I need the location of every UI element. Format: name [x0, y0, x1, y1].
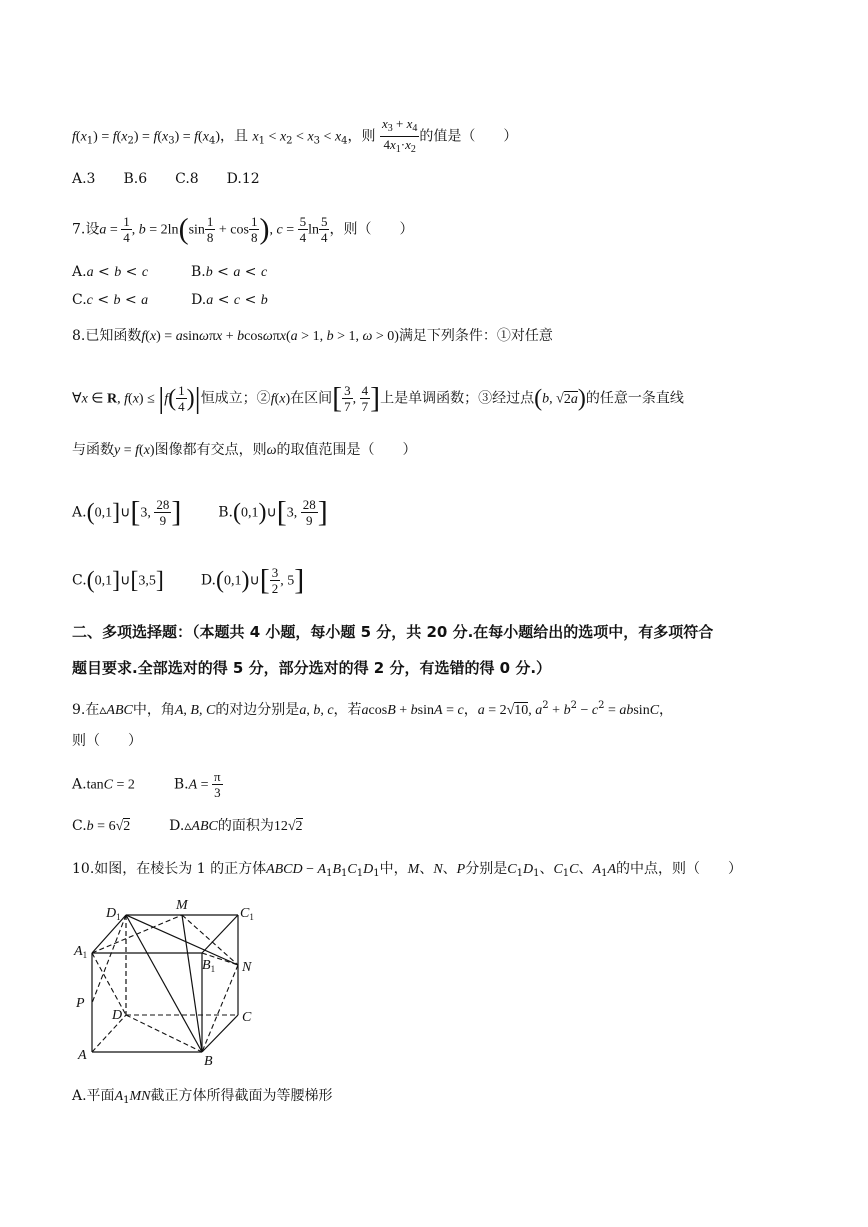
q9-then: 则（ ）	[72, 733, 142, 749]
q9-options-cd: C.b = 6√2 D.▵ABC的面积为12√2	[72, 818, 303, 834]
q7-prefix: 7.设	[72, 221, 100, 238]
q8-stem-2: ∀x ∈ R, f(x) ≤ |f( $\frac{1}{4}$ )|恒成立；②f(x)在区间[ $\frac{3}{7}$ , $\frac{4}{7}$ ]上是单调函数；③经过点(b, √2a)的任意一条直线	[72, 381, 684, 415]
q9-options-ab: A.tanC = 2 B.A = $\frac{\pi}{3}$	[72, 769, 221, 800]
q10-stem: 10.如图，在棱长为 1 的正方体ABCD − $A_1B_1C_1D_1$中，M、N、P分别是$C_1D_1$、$C_1C$、$A_1A$的中点，则（ ）	[72, 861, 742, 879]
label-D1: $D_1$	[106, 906, 121, 922]
label-C: C	[242, 1010, 252, 1025]
label-N: N	[242, 960, 252, 975]
q6-condition-line: $f(x_1) = f(x_2) = f(x_3) = f(x_4)$，且 $x_1 < x_2 < x_3 < x_4$，则 $\frac{x_3 + x_4}{4x_1\cdot x_2}$ 的值是（ ）	[72, 116, 518, 155]
q6-ask-tail: 的值是（ ）	[419, 128, 518, 145]
q6-ask: ，则	[347, 128, 376, 145]
q10-option-a: A.平面$A_1MN$截正方体所得截面为等腰梯形	[72, 1088, 333, 1106]
q8-stem-3: 与函数y = f(x)图像都有交点，则ω的取值范围是（ ）	[72, 442, 417, 458]
label-A1: $A_1$	[74, 944, 88, 960]
label-C1: $C_1$	[240, 906, 254, 922]
label-M: M	[176, 898, 188, 913]
label-B1: $B_1$	[202, 958, 216, 974]
q8-options-ab: A.(0,1]∪[3, $\frac{28}{9}$ ] B.(0,1)∪[3, $\frac{28}{9}$ ]	[72, 495, 328, 529]
q9-stem: 9.在▵ABC中，角A, B, C的对边分别是a, b, c，若acosB + bsinA = c，a = 2√10, $a^2 + b^2 - c^2 = absinC$，	[72, 700, 674, 718]
q7-options-cd: C.c < b < a D.a < c < b	[72, 292, 268, 308]
q6-options: A.3 B.6 C.8 D.12	[72, 171, 260, 187]
cube-figure	[70, 895, 270, 1070]
q7-stem: 7.设a = $\frac{1}{4}$ , b = 2ln(sin $\frac{1}{8}$ + cos $\frac{1}{8}$ ), c = $\frac{5}{4}$ ln $\frac{5}{4}$ ，则（ ）	[72, 212, 414, 246]
q7-tail: ，则（ ）	[329, 221, 414, 238]
label-D: D	[112, 1008, 123, 1023]
label-A: A	[78, 1048, 87, 1063]
q6-tail: ，且	[219, 128, 248, 145]
section-2-header-line2: 题目要求.全部选对的得 5 分，部分选对的得 2 分，有选错的得 0 分.）	[72, 659, 552, 677]
label-B: B	[204, 1054, 213, 1069]
q7-options-ab: A.a < b < c B.b < a < c	[72, 264, 268, 280]
q6-fraction: $\frac{x_3 + x_4}{4x_1\cdot x_2}$	[381, 116, 418, 155]
q8-stem-1: 8.已知函数f(x) = asinωπx + bcosωπx(a > 1, b > 1, ω > 0)满足下列条件：①对任意	[72, 328, 553, 344]
label-P: P	[76, 996, 85, 1011]
section-2-header-line1: 二、多项选择题：（本题共 4 小题，每小题 5 分，共 20 分.在每小题给出的选项中，有多项符合	[72, 623, 714, 641]
q8-options-cd: C.(0,1]∪[3,5] D.(0,1)∪[ $\frac{3}{2}$ , 5]	[72, 563, 305, 597]
